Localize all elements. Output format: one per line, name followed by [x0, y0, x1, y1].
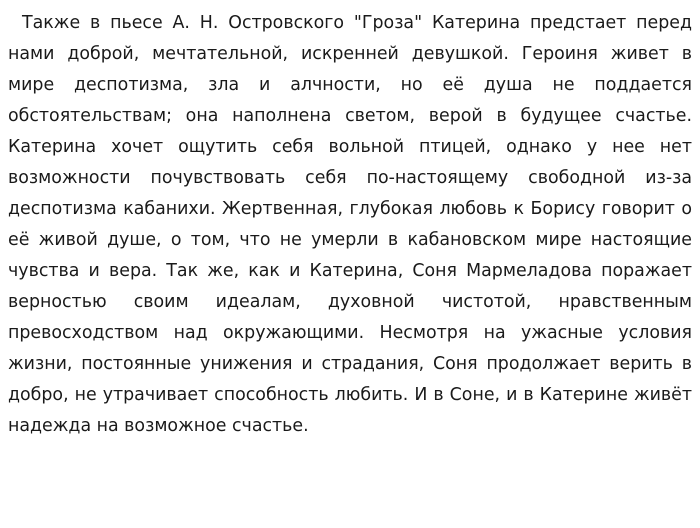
essay-paragraph: Также в пьесе А. Н. Островского "Гроза" Катерина предстает перед нами доброй, мечтательной, искренней девушкой. Героиня живет в мире деспотизма, зла и алчности, но её душа не поддается обстоятельствам; она наполнена светом, верой в будущее счастье. Катерина хочет ощутить себя вольной птицей, однако у нее нет возможности почувствовать себя по-настоящему свободной из-за деспотизма кабанихи. Жертвенная, глубокая любовь к Борису говорит о её живой душе, о том, что не умерли в кабановском мире настоящие чувства и вера. Так же, как и Катерина, Соня Мармеладова поражает верностью своим идеалам, духовной чистотой, нравственным превосходством над окружающими. Несмотря на ужасные условия жизни, постоянные унижения и страдания, Соня продолжает верить в добро, не утрачивает способность любить. И в Соне, и в Катерине живёт надежда на возможное счастье.	[8, 13, 692, 436]
